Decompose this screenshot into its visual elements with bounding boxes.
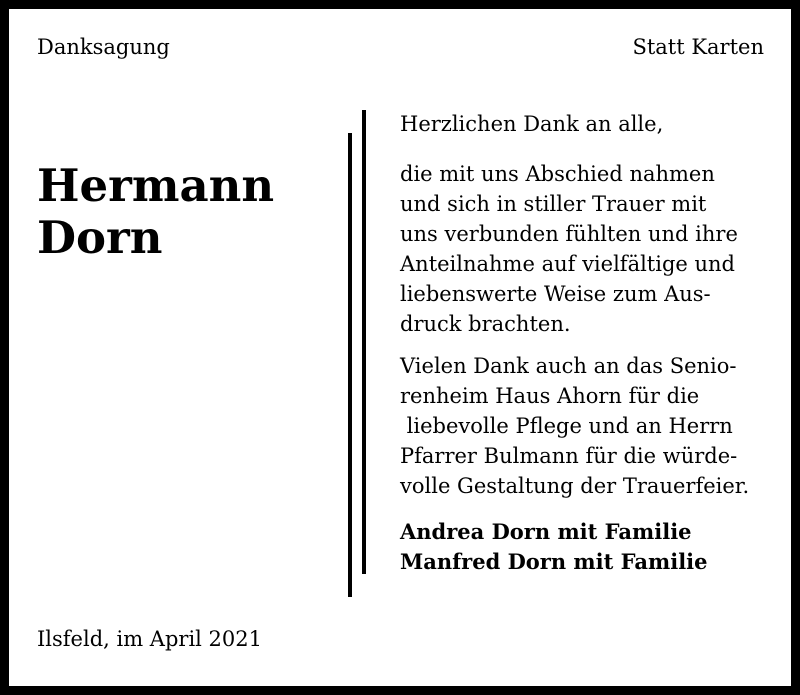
paragraph-line: druck brachten. bbox=[400, 312, 571, 336]
deceased-last-name: Dorn bbox=[37, 211, 163, 264]
paragraph-care-home bbox=[400, 351, 780, 501]
thank-you-message bbox=[400, 109, 780, 577]
greeting-line: Herzlichen Dank an alle, bbox=[400, 112, 664, 136]
signature-line: Manfred Dorn mit Familie bbox=[400, 549, 708, 574]
paragraph-line: volle Gestaltung der Trauerfeier. bbox=[400, 474, 750, 498]
paragraph-line: und sich in stiller Trauer mit bbox=[400, 192, 707, 216]
paragraph-line: renheim Haus Ahorn für die bbox=[400, 384, 700, 408]
deceased-name bbox=[37, 160, 274, 264]
paragraph-line: Anteilnahme auf vielfältige und bbox=[400, 252, 735, 276]
paragraph-line: liebenswerte Weise zum Aus- bbox=[400, 282, 711, 306]
signature-line: Andrea Dorn mit Familie bbox=[400, 519, 692, 544]
paragraph-line: Vielen Dank auch an das Senio- bbox=[400, 354, 737, 378]
paragraph-line: uns verbunden fühlten und ihre bbox=[400, 222, 738, 246]
family-signatures bbox=[400, 517, 780, 577]
statt-karten-label: Statt Karten bbox=[632, 35, 764, 59]
place-and-date: Ilsfeld, im April 2021 bbox=[37, 627, 263, 651]
deceased-first-name: Hermann bbox=[37, 159, 275, 212]
notice-type-label: Danksagung bbox=[37, 35, 170, 59]
divider-line-right bbox=[362, 110, 366, 574]
divider-line-left bbox=[348, 133, 352, 597]
paragraph-line: die mit uns Abschied nahmen bbox=[400, 162, 715, 186]
paragraph-line: liebevolle Pflege und an Herrn bbox=[400, 414, 733, 438]
paragraph-line: Pfarrer Bulmann für die würde- bbox=[400, 444, 738, 468]
paragraph-thanks bbox=[400, 159, 780, 339]
